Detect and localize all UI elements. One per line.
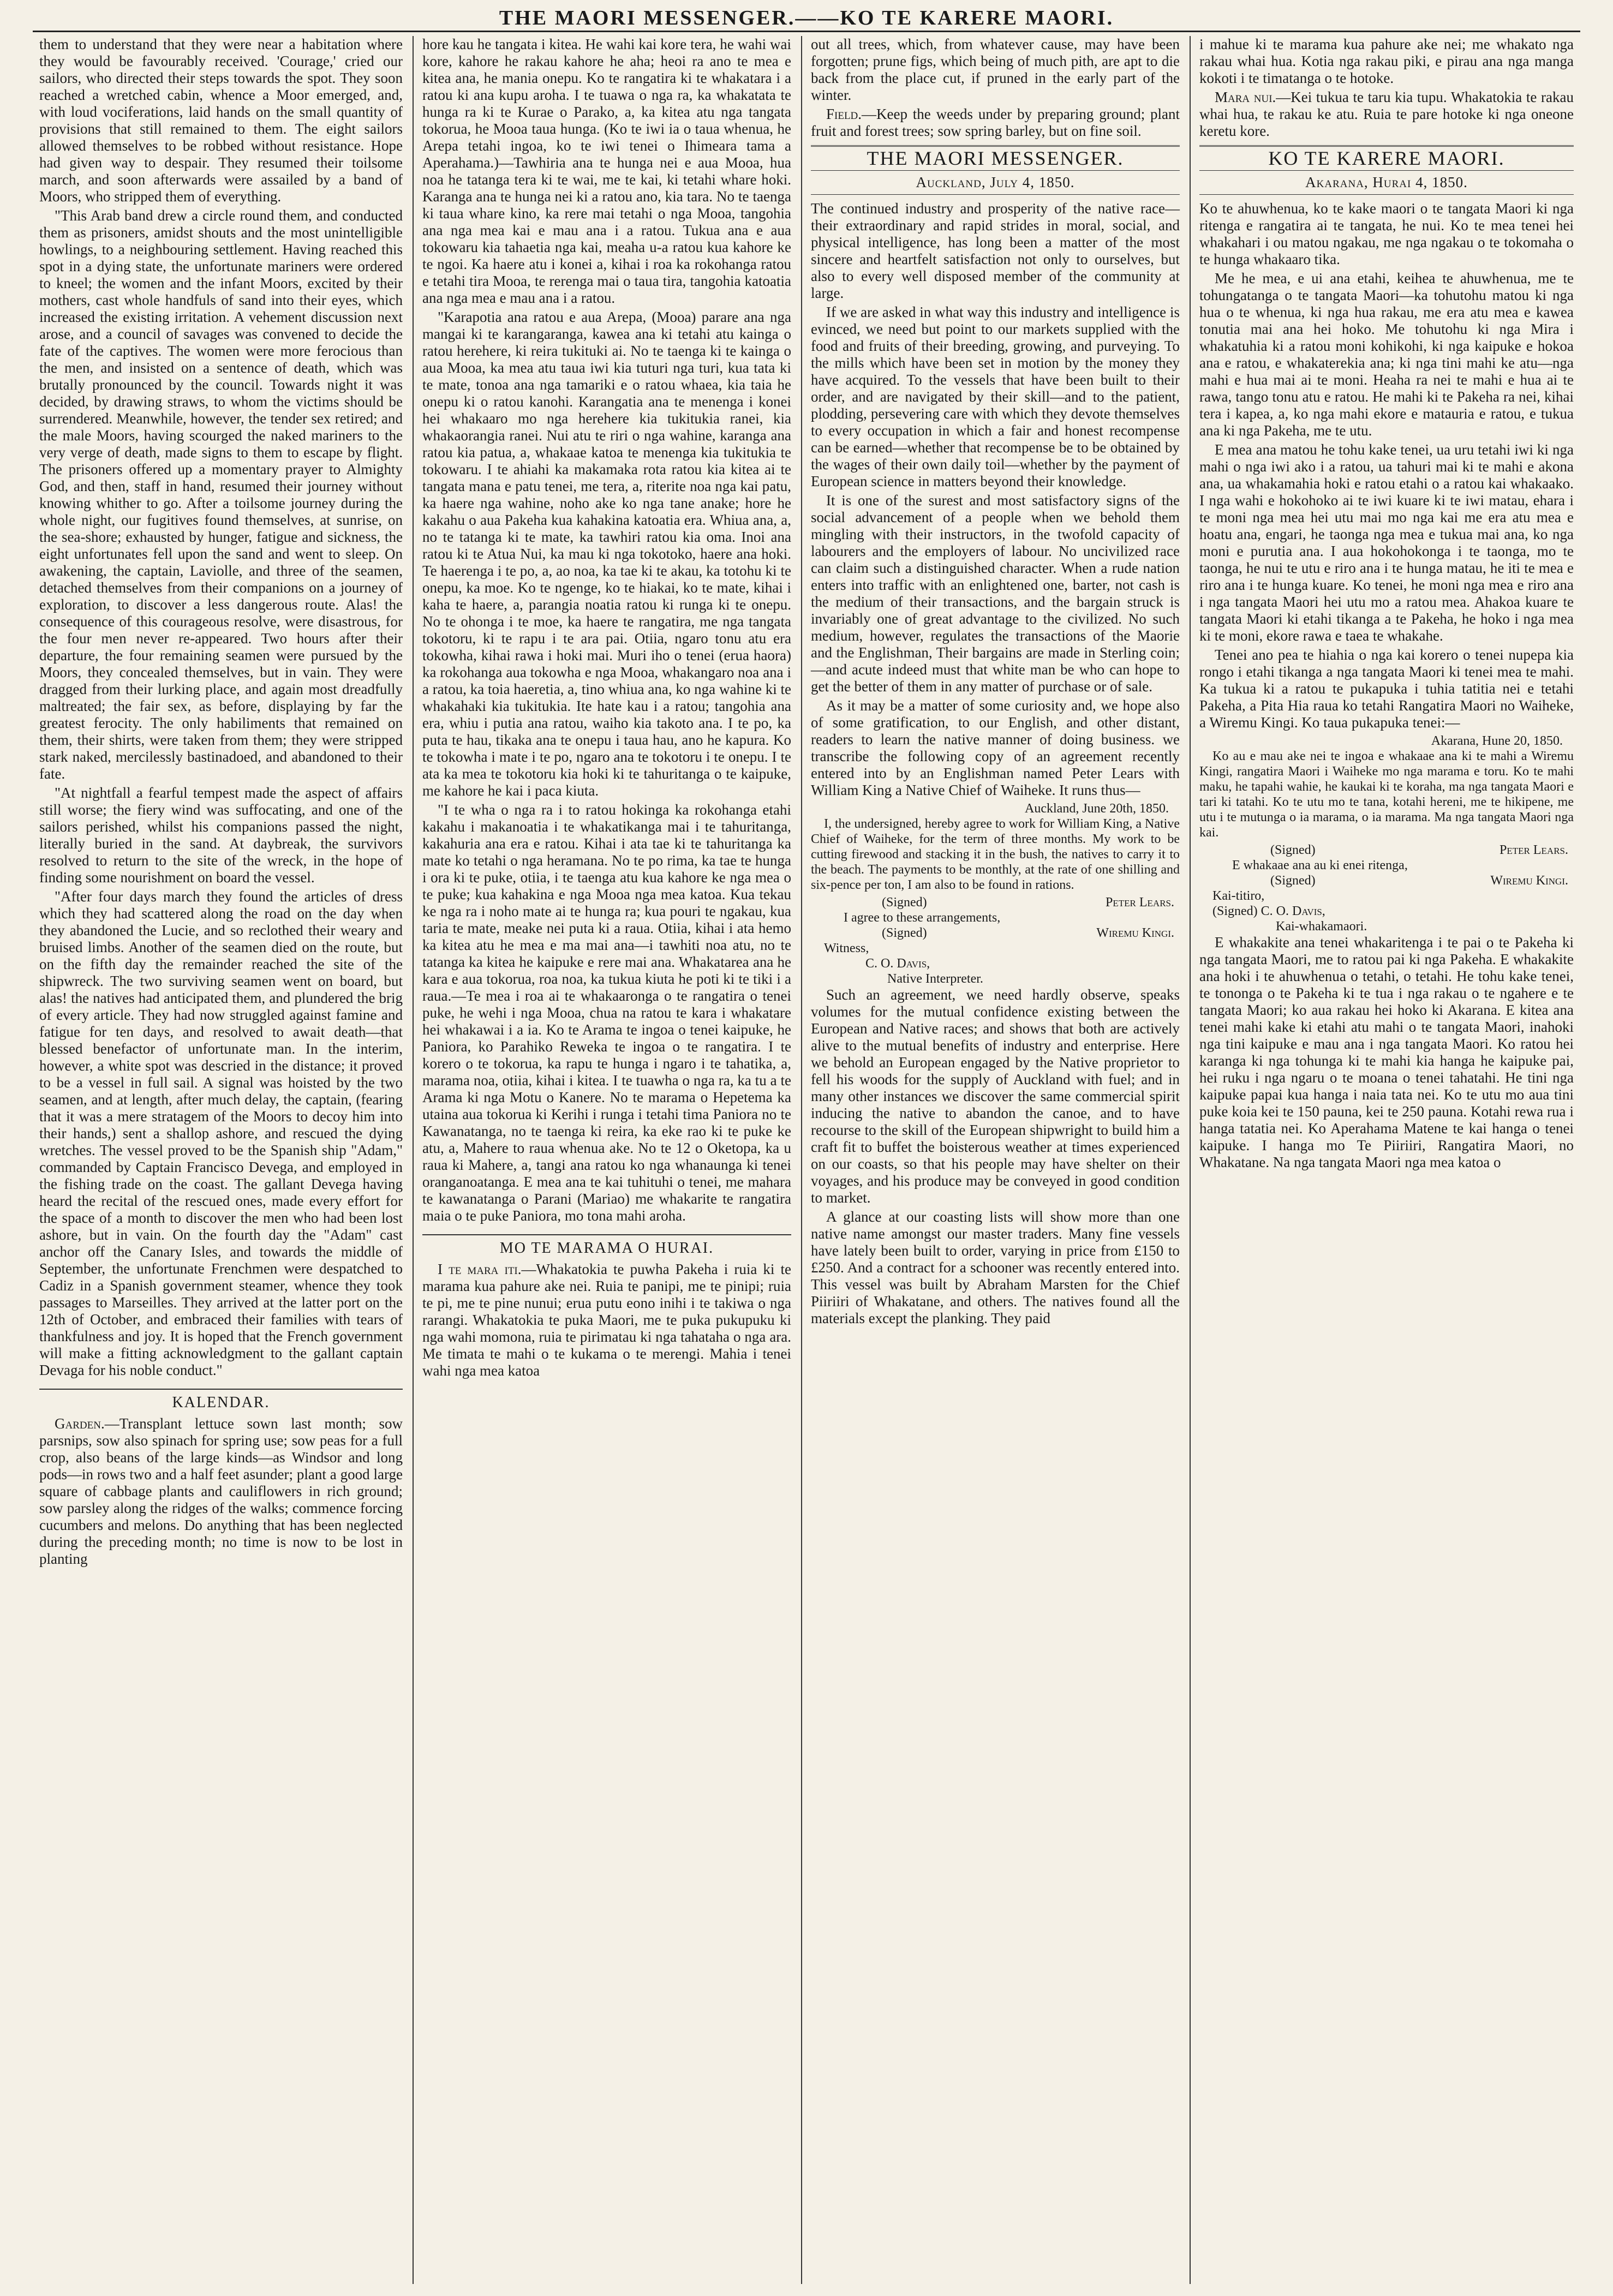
col4-mara-nui: [1199, 89, 1574, 140]
col3-field: [811, 106, 1180, 140]
signature-row: [811, 895, 1180, 910]
witness-name: C. O. Davis,: [1260, 904, 1325, 918]
witness-label: Witness,: [824, 941, 869, 955]
agree-line: I agree to these arrangements,: [844, 911, 1001, 925]
col3-intro: out all trees, which, from whatever cause, may have been forgotten; prune figs, which being of much pith, are apt to die back from the place cut, if pruned in the early part of the winter.: [811, 36, 1180, 103]
witness-title: Kai-whakamaori.: [1276, 919, 1367, 934]
signed-label: (Signed): [882, 895, 927, 910]
col1-paragraph: "This Arab band drew a circle round them, and conducted them as prisoners, amidst shouts and the most unintelligible howlings, to a neighbouring settlement. Having reached this spot in a dying state, the unfortunate mariners were ordered to kneel; the women and the infant Moors, excited by their mothers, cast whole handfuls of sand into their eyes, which increased the existing irritation. A vehement discussion next arose, and a council of savages was convened to decide the fate of the captives. The women were more ferocious than the men, and insisted on a sentence of death, which was brutally pronounced by the council. Towards night it was decided, by drawing straws, to whom the victims should be surrendered. Meanwhile, however, the tender sex retired; and the male Moors, having scourged the naked mariners to the very verge of death, made signs to them to escape by flight. The prisoners offered up a momentary prayer to Almighty God, and then, staff in hand, resumed their journey without knowing whither to go. After a toilsome journey during the whole night, our fugitives found themselves, at sunrise, on the sea-shore; exhausted by hunger, fatigue and sickness, the eight unfortunates fell upon the sand and went to sleep. On awakening, the captain, Laviolle, and three of the seamen, detached themselves from their companions on a journey of exploration, to discover a less dangerous route. Alas! the consequence of this courageous resolve, were disastrous, for the four men never re-appeared. Two hours after their departure, the four remaining seamen were pursued by the Moors, they concealed themselves, but in vain. They were dragged from their lurking place, and again most dreadfully maltreated; the fair sex, as before, displaying by far the greatest ferocity. The only habiliments that remained on them, their shirts, were taken from them; they were stripped stark naked, mercilessly bastinadoed, and abandoned to their fate.: [39, 207, 403, 782]
masthead: THE MAORI MESSENGER.——KO TE KARERE MAORI.: [33, 5, 1580, 32]
agreement-english: [811, 801, 1180, 986]
col4-intro: i mahue ki te marama kua pahure ake nei; me whakato nga rakau whai hua. Kotia nga rakau piki, e pirau ana nga manga kokoti i te timatanga o te hotoke.: [1199, 36, 1574, 86]
signed-label: (Signed): [882, 926, 927, 940]
signatory-name: Wiremu Kingi.: [1490, 874, 1568, 888]
column-3: [804, 36, 1186, 2284]
field-text: —Keep the weeds under by preparing ground; plant fruit and forest trees; sow spring barley, but on fine soil.: [811, 106, 1180, 139]
agree-line: E whakaae ana au ki enei ritenga,: [1232, 858, 1408, 872]
col2-paragraph: "Karapotia ana ratou e aua Arepa, (Mooa) parare ana nga mangai ki te karangaranga, kawea ana ki tetahi atu kainga o ratou herehere, ki reira tukituki ai. No te taenga ki te kainga o aua Mooa, ka mea atu taua iwi kia tuturi nga turi, kua tata ki te mate, tonoa ana nga tamariki e o ratou whaea, kia taia he onepu ki o ratou kanohi. Karangatia ana te menenga i konei hei whakaaro mo nga herehere kia tukitukia ranei, kia whakaorangia ranei. Nui atu te riri o nga wahine, karanga ana ratou kia patua, a, whakaae katoa te menenga kia tukitukia te tokowaru. I te ahiahi ka makamaka rota ratou kia kitea ai te tangata mana e patu tenei, me tera, a, riterite noa nga kai patu, ka haere nga wahine, noho ake ko nga tane anake; hore he kakahu o aua Pakeha kua kahakina katoatia era. Whiua ana, a, no te tatanga ki te mate, ka tawhiri ratou kia oma. Inoi ana ratou ki te Atua Nui, ka mau ki nga tokotoko, haere ana hoki. Te haerenga i te po, a, ao noa, ka tae ki te akau, ka totohu ki te onepu, ka moe. Ko te ngenge, ko te hiakai, ko te mate, kihai i kaha te haere, a, parangia noatia ratou ki runga ki te onepu. No te ohonga i te moe, ka haere te rangatira, me nga tangata tokotoru, ki te rapu i te ara pai. Otiia, ngaro tonu atu era tokowha, kihai rawa i hoki mai. Muri iho o tenei (erua haora) ka rokohanga aua tokowha e nga Mooa, whakangaro noa ana i a ratou, ka toia haeretia, a, tino whiua ana, ko nga wahine ki te whakahaki kia tukitukia. Ite hate kau i a ratou; tangohia ana era, whiu i putia ana ratou, waiho kia takoto ana. I te po, ka puta te hau, tikaka ana te onepu i taua hau, ano he kapura. Ko te tokowha i mate i te po, ngaro ana te tokotoru i te onepu. I te ata ka mea te tokotoru kia hoki ki te tahuritanga o te kaipuke, me kahore he kai i paca kiuta.: [422, 309, 791, 799]
column-1: [33, 36, 409, 2284]
kalendar-heading: KALENDAR.: [39, 1389, 403, 1411]
signatory-name: Peter Lears.: [1500, 843, 1568, 857]
column-rule: [801, 36, 802, 2284]
agreement-body: Ko au e mau ake nei te ingoa e whakaae ana ki te mahi a Wiremu Kingi, rangatira Maori i Waiheke mo nga marama e toru. Ko te mahi maku, he tapahi wahie, he kaukai ki te koraha, ma nga tangata Maori e tari ki tatahi. Ko te utu mo te tana, kotahi hereni, me te hikipene, me utu i te mutunga o ia marama, o ia marama. Ma nga tangata Maori nga kai.: [1199, 749, 1574, 840]
signature-row: [1199, 873, 1574, 888]
messenger-heading: THE MAORI MESSENGER.: [811, 145, 1180, 171]
agreement-date: Akarana, Hune 20, 1850.: [1431, 734, 1563, 748]
mara-nui-text: —Kei tukua te taru kia tupu. Whakatokia te rakau whai hua, te rakau ke atu. Ruia te pare hotoke ki nga oneone keretu kore.: [1199, 89, 1574, 139]
dateline: Auckland, July 4, 1850.: [811, 174, 1180, 195]
column-rule: [1190, 36, 1191, 2284]
col4-paragraph: E whakakite ana tenei whakaritenga i te pai o te Pakeha ki nga tangata Maori, me to ratou pai ki nga Pakeha. E whakakite ana hoki i te ahuwhenua o tetahi, o tetahi. He tohu kake tenei, te tononga o te Pakeha ki te tua i nga rakau o te ngahere e te tangata Maori; ko aua rakau hei hoko ki Akarana. E kitea ana tenei mahi kake ki etahi atu mahi o te tangata Maori, inahoki nga tini kaipuke e mau ana i nga tangata Maori. Ko ratou hei karanga ki nga tohunga ki te mahi kia hanga he kaipuke pai, hei ruku i nga ngaru o te moana o tenei tahatahi. He tini nga kaipuke papai kua hanga i naia tata nei. Ko te utu mo aua tini puke koia kei te 150 pauna, kei te 250 pauna. Kotahi rewa rua i hanga tatatia nei. Ko Aperahama Matene te kai hanga o tenei kaipuke. I hanga mo Te Piiriiri, Rangatira Maori, no Whakatane. Na nga tangata Maori nga mea katoa o: [1199, 934, 1574, 1170]
col3-paragraph: If we are asked in what way this industry and intelligence is evinced, we need but point to our markets supplied with the food and fruits of their breeding, growing, and purveying. To the mills which have been set in motion by the money they have acquired. To the vessels that have been built to their order, and are navigated by their skill—and to the patient, plodding, persevering care with which they devote themselves to every occupation in which a fair and honest recompense can be earned—whether that recompense be to be obtained by the wages of their own daily toil—whether by the payment of European science in matters beyond their knowledge.: [811, 304, 1180, 489]
col3-paragraph: It is one of the surest and most satisfactory signs of the social advancement of a people when we behold them mingling with their instructors, in the twofold capacity of labourers and the employers of labour. No uncivilized race can claim such a distinguished character. When a rude nation enters into traffic with an enlightened one, barter, not cash is the medium of their transactions, and the bargain struck is invariably one of great advantage to the civilized. No such medium, however, regulates the transactions of the Maorie and the Englishman, Their bargains are made in Sterling coin;—and acute indeed must that white man be who can hope to get the better of them in any matter of purchase or of sale.: [811, 492, 1180, 695]
column-2: [416, 36, 798, 2284]
signature-row: [1199, 842, 1574, 858]
agreement-maori: [1199, 733, 1574, 934]
garden-text: —Transplant lettuce sown last month; sow parsnips, sow also spinach for spring use; sow peas for a full crop, also beans of the large kinds—as Windsor and long pods—in rows two and a half feet asunder; plant a good large square of cabbage plants and cauliflowers in rich ground; sow parsley along the ridges of the walks; commence forcing cucumbers and melons. Do anything that has been neglected during the preceding month; no time is now to be lost in planting: [39, 1415, 403, 1567]
signed-label: (Signed): [1212, 904, 1258, 918]
marama-text: [422, 1261, 791, 1379]
witness-line: [1199, 904, 1574, 919]
marama-heading: MO TE MARAMA O HURAI.: [422, 1234, 791, 1257]
agreement-date: Auckland, June 20th, 1850.: [1025, 802, 1169, 816]
column-rule: [413, 36, 414, 2284]
column-4: [1193, 36, 1580, 2284]
signature-row: [811, 925, 1180, 941]
mara-nui-label: Mara nui.: [1215, 89, 1276, 105]
mara-iti-label: I te mara iti.: [438, 1261, 522, 1277]
col2-paragraph: "I te wha o nga ra i to ratou hokinga ka rokohanga etahi kakahu i makanoatia i te whakatikanga mai i te tahuritanga, kakahuria ana era e ratou. Kihai i ata tae ki te tahuritanga ka mate ko tetahi o nga heramana. No te po rima, ka tae te hunga i ora ki te puke, otiia, i te taenga atu kua kahore ke nga mea o te puke; kua kahakina e nga Mooa nga mea katoa. Kua tekau ke nga ra i noho mate ai te hunga ra; kua pouri te ngakau, kua taria te mate, meake nei puta ki a raua. Otiia, kihai i ata hemo ka kitea atu he mea e ma mai ana—i tawhiti noa atu, no te tatanga ka kitea he kaipuke e rere mai ana. Whakatarea ana he kara e aua tokorua, roa noa, ka tukua kiuta he poti ki te tiki i a raua.—Te mea i roa ai te whakaaronga o te rangatira o tenei puke, he wehi i nga Mooa, chua na ratou te kara i whakatare hei whakawai i a ia. Ko te Arama te ingoa o tenei kaipuke, he Paniora, ko Parahiko Reweka te ingoa o te rangatira. I te korero o te tokorua, ka rapu te hunga i ngaro i te tahatika, a, marama noa, otiia, kihai i kitea. I te tuawha o nga ra, ka tu a te Arama ki nga Motu o Kanere. No te marama o Hepetema ka utaina aua tokorua ki Kerihi i runga i tetahi tima Paniora no te Kawanatanga, no te taenga ki reira, ka eke rao ki te puke ke atu, a, Mahere to raua whenua ake. No te 12 o Oketopa, ka u raua ki Mahere, a, tangi ana ratou ko nga whanaunga ki tenei oranganoatanga. E mea ana te kai tuhituhi o tenei, me mahara te kawanatanga o Parani (Mariao) me whakarite te rangatira maia o te puke Paniora, mo tona mahi aroha.: [422, 802, 791, 1224]
garden-label: Garden.: [55, 1415, 105, 1432]
col1-paragraph: "After four days march they found the articles of dress which they had scattered along the road on the day when they abandoned the Lucie, and so reclothed their weary and bruised limbs. Another of the seamen died on the route, but on the fifth day the remainder reached the site of the shipwreck. The two surviving seamen went on board, but alas! the natives had anticipated them, and plundered the brig of every article. They had now struggled against famine and fatigue for ten days, and resolved to await death—that blessed benefactor of unfortunate man. In the interim, however, a white spot was descried in the distance; it proved to be a vessel in full sail. A signal was hoisted by the two seamen, and at length, after much delay, the captain, (fearing that it was a mere stratagem of the Moors to decoy him into their hands,) sent a shallop ashore, and rescued the dying wretches. The vessel proved to be the Spanish ship "Adam," commanded by Captain Francisco Devega, and employed in the fishing trade on the coast. The gallant Devega having heard the recital of the rescued ones, made every effort for the space of a month to discover the men who had been lost ashore, but in vain. On the fourth day the "Adam" cast anchor off the Canary Isles, and towards the middle of September, the unfortunate Frenchmen were despatched to Cadiz in a Spanish government steamer, whence they took passages to Marseilles. They arrived at the latter port on the 12th of October, and embraced their families with tears of thankfulness and joy. It is hoped that the French government will make a fitting acknowledgment to the gallant captain Devaga for his noble conduct.": [39, 888, 403, 1378]
signatory-name: Peter Lears.: [1106, 895, 1174, 910]
col4-paragraph: Tenei ano pea te hiahia o nga kai korero o tenei nupepa kia rongo i etahi tikanga a nga tangata Maori ki tenei mea te mahi. Ka tukua ki a ratou te pukapuka i tuhia tatitia nei e tetahi Pakeha, a Pita Hia raua ko tetahi Rangatira Maori no Waiheke, a Wiremu Kingi. Ko taua pukapuka tenei:—: [1199, 647, 1574, 731]
kalendar-garden: [39, 1415, 403, 1568]
signatory-name: Wiremu Kingi.: [1096, 926, 1174, 940]
witness-title: Native Interpreter.: [887, 972, 983, 986]
witness-name: C. O. Davis,: [865, 956, 930, 971]
col1-paragraph: them to understand that they were near a habitation where they would be favourably received. 'Courage,' cried our sailors, who directed their steps towards the spot. They soon reached a wretched cabin, whence a Moor emerged, and, with loud vociferations, laid hands on the small quantity of provisions that still remained to them. The eight sailors allowed themselves to be robbed without resistance. Hope had given way to despair. They resumed their toilsome march, and soon afterwards were assailed by a band of Moors, who stripped them of everything.: [39, 36, 403, 205]
witness-label: Kai-titiro,: [1212, 889, 1265, 903]
col2-paragraph: hore kau he tangata i kitea. He wahi kai kore tera, he wahi wai kore, kahore he rakau kahore he aha; heoi ra ano te mea e kitea ana, he mania onepu. Ko te rangatira ki te whakatara i a ratou ki ana kupu aroha. I te tuawa o nga ra, ka whakatata te hunga ra ki te Kurae o Parako, a, ka kitea atu nga tangata tokorua, he Mooa taua hunga. (Ko te iwi ia o taua whenua, he Arepa tetahi ingoa, ko te iwi tenei o Ihimeara tama a Aperahama.)—Tawhiria ana te hunga nei e aua Mooa, hua noa he tatanga tera ki te wai, me te kai, ki tetahi whare hoki. Karanga ana te hunga nei ki a ratou ano, kia tara. No te taenga ki taua whare kino, ka rere mai tetahi o nga Mooa, tangohia ana nga mea kai e mau ana i a ratou. Tukua ana e aua tokowaru kia tahaetia nga kai, meaha u-a ratou kua kahore ke te ngoi. Ka haere atu i konei a, kihai i roa ka rokohanga ratou e tetahi tira Mooa, te rerenga mai o taua tira, tangohia katoatia ana nga mea e mau ana i a ratou.: [422, 36, 791, 306]
signed-label: (Signed): [1270, 874, 1316, 888]
field-label: Field.: [826, 106, 862, 122]
col3-paragraph: A glance at our coasting lists will show more than one native name amongst our master traders. Many fine vessels have lately been built to order, varying in price from £150 to £250. And a contract for a schooner was recently entered into. This vessel was built by Abraham Marsten for the Chief Piiriiri of Whakatane, and others. The natives found all the materials except the planking. They paid: [811, 1209, 1180, 1326]
agreement-body: I, the undersigned, hereby agree to work for William King, a Native Chief of Waiheke, for the term of three months. My work to be cutting firewood and stacking it in the bush, the natives to carry it to the beach. The payments to be monthly, at the rate of one shilling and six-pence per ton, I am also to be found in rations.: [811, 817, 1180, 892]
col4-paragraph: E mea ana matou he tohu kake tenei, ua uru tetahi iwi ki nga mahi o nga iwi ako i a ratou, ua tahuri mai ki te mahi e akona ana, ua whakamahia hoki e ratou etahi o a ratou kai whakaako. I nga wahi e hokohoko ai te iwi kuare ki te iwi matau, ehara i te moni nga mea hei utu mai mo nga kai me era atu mea e hoatu ana, engari, he taonga nga mea e tukua mai ana, ko nga moni e purutia ana. I aua hokohokonga i te taonga, mo te taonga, he nui te utu e riro ana i te hunga matau, he iti te mea e riro ana i te hunga kuare. Ko tenei, he moni nga mea e riro ana i nga tangata Maori hei utu mo a ratou mea. Ahakoa kuare te tangata Maori ki etahi tikanga a te Pakeha, he hoko i nga mea ki te moni, ekore rawa e taea te whakahe.: [1199, 441, 1574, 644]
karere-heading: KO TE KARERE MAORI.: [1199, 145, 1574, 171]
col3-paragraph: As it may be a matter of some curiosity and, we hope also of some gratification, to our English, and other distant, readers to learn the native manner of doing business. we transcribe the following copy of an agreement recently entered into by an Englishman named Peter Lears with William King a Native Chief of Waiheke. It runs thus—: [811, 697, 1180, 798]
col4-paragraph: Me he mea, e ui ana etahi, keihea te ahuwhenua, me te tohungatanga o te tangata Maori—ka tohutohu matou ki nga hua o te whenua, ki nga hua rakau, me era atu mea e kawea tonutia mai ana hei hoko. Me tohutohu ki nga Mira i whakatuhia ki a ratou moni kohikohi, ki nga kaipuke e hokoa ana e ratou, e whakaterekia ana; ki nga tini mahi ke atu—nga mahi e hua mai ai te moni. Heaha ra nei te mahi e hua ai te rawa, tango tonu atu e ratou. He mahi ki te Pakeha ra nei, kihai tera i kapea, a, ko nga mahi ekore e matauria e ratou, e tukua ana ki nga Pakeha, me te utu.: [1199, 270, 1574, 439]
col1-paragraph: "At nightfall a fearful tempest made the aspect of affairs still worse; the fiery wind was suffocating, and one of the sailors perished, whilst his companions passed the night, literally buried in the sand. At daybreak, the survivors resolved to return to the site of the wreck, in the hope of finding some nourishment on board the vessel.: [39, 785, 403, 886]
dateline: Akarana, Hurai 4, 1850.: [1199, 174, 1574, 195]
col3-paragraph: Such an agreement, we need hardly observe, speaks volumes for the mutual confidence existing between the European and Native races; and shows that both are actively alive to the mutual benefits of industry and enterprise. Here we behold an European engaged by the Native proprietor to fell his woods for the supply of Auckland with fuel; and in many other instances we discover the same commercial spirit inducing the native to abandon the canoe, and to have recourse to the skill of the European shipwright to build him a craft fit to buffet the boisterous weather at times experienced on our coasts, so that his people may have shelter on their voyages, and his produce may be conveyed in good condition to market.: [811, 986, 1180, 1206]
mara-iti-text: —Whakatokia te puwha Pakeha i ruia ki te marama kua pahure ake nei. Ruia te panipi, me te pinipi; ruia te pi, me te pine nunui; erua putu eono inihi i te takiwa o nga rarangi. Whakatokia te puka Maori, me te puka pukupuku ki nga wahi momona, ruia te pirimatau ki nga tahataha o nga ara. Me timata te mahi o te kukama o te merengi. Mahia i tenei wahi nga mea katoa: [422, 1261, 791, 1379]
col3-paragraph: The continued industry and prosperity of the native race—their extraordinary and rapid strides in moral, social, and physical intelligence, has long been a matter of the most sincere and heartfelt satisfaction not only to ourselves, but also to every well disposed member of the community at large.: [811, 200, 1180, 301]
col4-paragraph: Ko te ahuwhenua, ko te kake maori o te tangata Maori ki nga ritenga e rangatira ai te tangata, he nui. Ko te mea tenei hei whakahari i ou matou ngakau, me nga ngakau o te tokomaha o te hunga whakaaro tika.: [1199, 200, 1574, 267]
signed-label: (Signed): [1270, 843, 1316, 857]
